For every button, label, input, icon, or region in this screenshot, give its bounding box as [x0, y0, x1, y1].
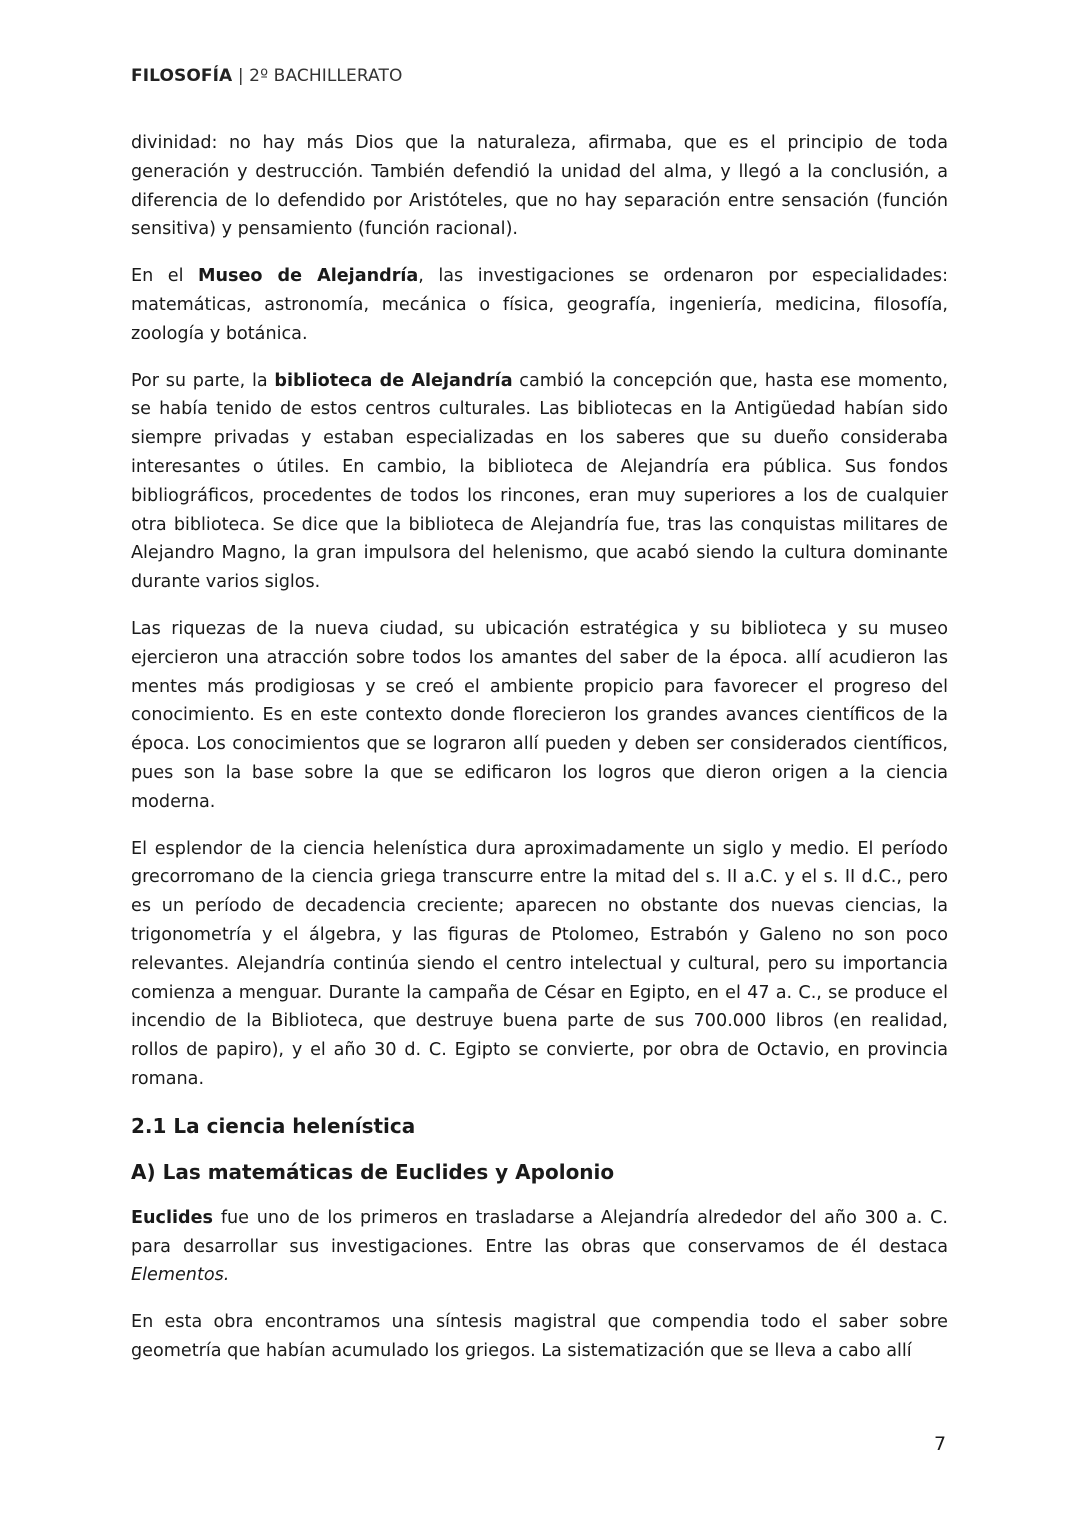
bold-term: biblioteca de Alejandría [274, 370, 513, 391]
paragraph-euclides [131, 1204, 948, 1290]
subsection-heading: A) Las matemáticas de Euclides y Apolonio [131, 1159, 615, 1184]
header-course: 2º BACHILLERATO [249, 66, 403, 86]
page-number: 7 [934, 1433, 947, 1455]
paragraph-divinidad: divinidad: no hay más Dios que la naturaleza, afirmaba, que es el principio de toda generación y destrucción. También defendió la unidad del alma, y llegó a la conclusión, a diferencia de lo defendido por Aristóteles, que no hay separación entre sensación (función sensitiva) y pensamiento (función racional). [131, 133, 948, 240]
text: En el [131, 266, 198, 287]
italic-title: Elementos. [131, 1265, 230, 1286]
section-heading: 2.1 La ciencia helenística [131, 1113, 416, 1138]
header-separator: | [232, 66, 250, 86]
paragraph-biblioteca [131, 367, 948, 597]
document-body [131, 129, 948, 1384]
text: fue uno de los primeros en trasladarse a Alejandría alrededor del año 300 a. C. para desarrollar sus investigaciones. Entre las obras que conservamos de él destaca [131, 1207, 948, 1257]
paragraph-riquezas: Las riquezas de la nueva ciudad, su ubicación estratégica y su biblioteca y su museo ejercieron una atracción sobre todos los amantes del saber de la época. allí acudieron las mentes más prodigiosas y se creó el ambiente propicio para favorecer el progreso del conocimiento. Es en este contexto donde florecieron los grandes avances científicos de la época. Los conocimientos que se lograron allí pueden y deben ser considerados científicos, pues son la base sobre la que se edificaron los logros que dieron origen a la ciencia moderna. [131, 618, 948, 812]
page-header [131, 66, 402, 86]
paragraph-museo [131, 262, 948, 348]
bold-term: Museo de Alejandría [197, 266, 419, 287]
text: Por su parte, la [131, 370, 275, 391]
text: , las investigaciones se ordenaron por especialidades: matemáticas, astronomía, mecánica o física, geografía, ingeniería, medicina, filosofía, zoología y botánica. [131, 266, 949, 344]
bold-term: Euclides [131, 1207, 214, 1228]
header-subject: FILOSOFÍA [131, 66, 233, 86]
paragraph-sintesis: En esta obra encontramos una síntesis magistral que compendia todo el saber sobre geometría que habían acumulado los griegos. La sistematización que se lleva a cabo allí [131, 1312, 948, 1361]
paragraph-esplendor: El esplendor de la ciencia helenística dura aproximadamente un siglo y medio. El período grecorromano de la ciencia griega transcurre entre la mitad del s. II a.C. y el s. II d.C., pero es un período de decadencia creciente; aparecen no obstante dos nuevas ciencias, la trigonometría y el álgebra, y las figuras de Ptolomeo, Estrabón y Galeno no son poco relevantes. Alejandría continúa siendo el centro intelectual y cultural, pero su importancia comienza a menguar. Durante la campaña de César en Egipto, en el 47 a. C., se produce el incendio de la Biblioteca, que destruye buena parte de sus 700.000 libros (en realidad, rollos de papiro), y el año 30 d. C. Egipto se convierte, por obra de Octavio, en provincia romana. [131, 838, 948, 1089]
text: cambió la concepción que, hasta ese momento, se había tenido de estos centros culturales. Las bibliotecas en la Antigüedad habían sido siempre privadas y estaban especializadas en los saberes que su dueño consideraba interesantes o útiles. En cambio, la biblioteca de Alejandría era pública. Sus fondos bibliográficos, procedentes de todos los rincones, eran muy superiores a los de cualquier otra biblioteca. Se dice que la biblioteca de Alejandría fue, tras las conquistas militares de Alejandro Magno, la gran impulsora del helenismo, que acabó siendo la cultura dominante durante varios siglos. [131, 370, 948, 593]
